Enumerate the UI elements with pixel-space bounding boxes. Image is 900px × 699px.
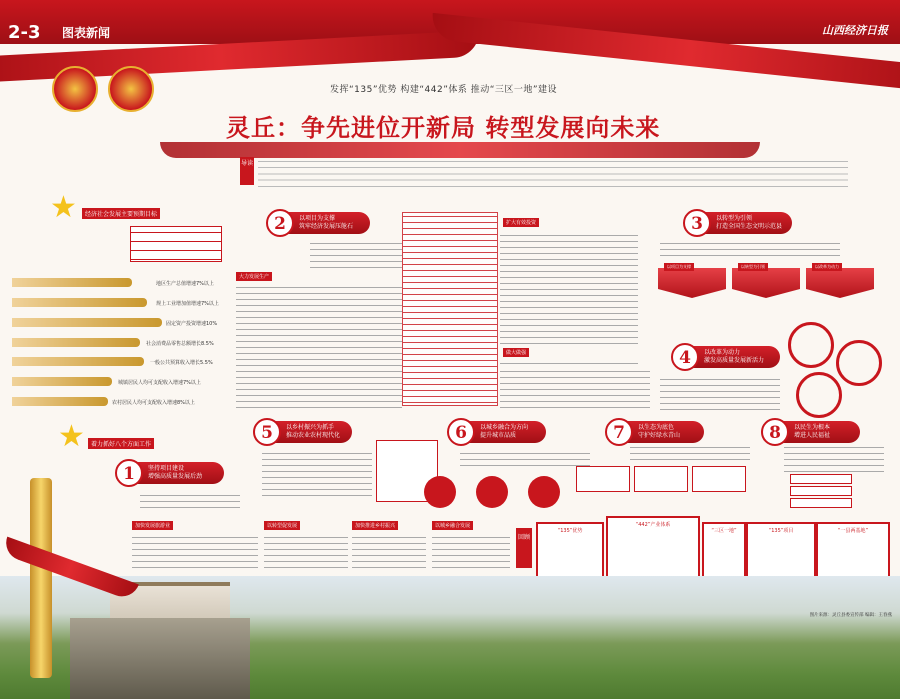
section-8-box-3 <box>790 498 852 508</box>
bottom-text-2 <box>264 534 348 572</box>
section-tag-3: 做大做强 <box>503 348 529 357</box>
platform-3 <box>806 268 874 298</box>
star-icon-2: ★ <box>58 419 85 454</box>
ribbon-under-title <box>160 142 760 158</box>
goal-item-6: 城镇居民人均可支配收入增速7%以上 <box>118 380 201 386</box>
column-monument-icon <box>30 478 52 678</box>
section-4-title-1: 以改革为动力 <box>704 349 741 356</box>
goal-bar-1 <box>12 278 132 287</box>
section-2-title-1: 以项目为支撑 <box>299 215 336 222</box>
review-tag: 回顾 <box>516 528 532 568</box>
bottom-tag-3: 加快推进乡村振兴 <box>352 521 398 530</box>
section-5-number: 5 <box>253 418 281 446</box>
ring-3 <box>796 372 842 418</box>
bottom-text-3 <box>352 534 426 572</box>
goal-item-4: 社会消费品零售总额增长8.5% <box>146 341 214 347</box>
section-8-box-1 <box>790 474 852 484</box>
goals-heading: 经济社会发展主要预期目标 <box>82 208 160 219</box>
ring-1 <box>788 322 834 368</box>
section-2-title-2: 筑牢经济发展压舱石 <box>299 223 354 230</box>
review-card-3-title: “三区一地” <box>711 528 737 534</box>
side-label-2: 以转型为引领 <box>738 263 768 271</box>
section-7-title-2: 守护好绿水青山 <box>638 432 681 439</box>
goal-item-5: 一般公共预算收入增长5.5% <box>150 360 213 366</box>
page-subtitle: 发挥“135”优势 构建“442”体系 推动“三区一地”建设 <box>330 85 558 95</box>
section-1-title-2: 增强高质量发展后劲 <box>148 473 203 480</box>
goal-bar-6 <box>12 377 112 386</box>
statues-photo <box>70 618 250 699</box>
photo-credits: 图片来源：灵丘县委宣传部 编辑：王春燕 <box>809 613 892 618</box>
section-6-title-1: 以城乡融合为方向 <box>480 424 529 431</box>
section-5-text <box>262 450 372 498</box>
section-8-box-2 <box>790 486 852 496</box>
section-6-number: 6 <box>447 418 475 446</box>
goal-bar-4 <box>12 338 140 347</box>
section-7-box-2 <box>634 466 688 492</box>
goals-note <box>130 226 222 262</box>
side-label-3: 以改革为动力 <box>812 263 842 271</box>
review-card-4-title: “135”项目 <box>768 528 794 534</box>
bottom-tag-1: 加快发展旅游业 <box>132 521 173 530</box>
section-7-box-3 <box>692 466 746 492</box>
section-3-title-1: 以转型为引领 <box>716 215 753 222</box>
goal-item-3: 固定资产投资增速10% <box>166 321 218 327</box>
section-8-title-1: 以民生为根本 <box>794 424 831 431</box>
section-3-text <box>660 240 840 260</box>
bottom-text-1 <box>132 534 258 572</box>
goal-bar-7 <box>12 397 108 406</box>
section-1-number: 1 <box>115 459 143 487</box>
section-name: 图表新闻 <box>62 26 111 40</box>
section-3-title-2: 打造全国生态文明示范县 <box>716 223 783 230</box>
circle-3 <box>528 476 560 508</box>
cppcc-emblem-icon <box>108 66 154 112</box>
section-1-title-1: 坚持项目建设 <box>148 465 185 472</box>
section-4-text <box>660 376 780 412</box>
intro-tag: 导读 <box>240 157 254 185</box>
circle-1 <box>424 476 456 508</box>
goal-bar-3 <box>12 318 162 327</box>
section-8-title-2: 增进人民福祉 <box>794 432 831 439</box>
section-3-number: 3 <box>683 209 711 237</box>
section-8-text <box>784 444 884 474</box>
section-7-number: 7 <box>605 418 633 446</box>
star-icon: ★ <box>50 190 77 225</box>
page-number: 2-3 <box>8 22 41 43</box>
section-6-title-2: 提升城市品质 <box>480 432 517 439</box>
review-card-1-title: “135”优势 <box>557 528 583 534</box>
goal-item-2: 规上工业增加值增速7%以上 <box>156 301 219 307</box>
intro-text-block <box>258 158 848 188</box>
section-1-text <box>140 492 240 512</box>
goal-item-1: 地区生产总值增速7%以上 <box>156 281 214 287</box>
section-7-box-1 <box>576 466 630 492</box>
section-5-title-2: 推动农业农村现代化 <box>286 432 341 439</box>
section-2-text <box>310 240 402 270</box>
column-left-text <box>236 284 402 408</box>
section-8-number: 8 <box>761 418 789 446</box>
platform-2 <box>732 268 800 298</box>
section-2-number: 2 <box>266 209 294 237</box>
section-tag-1: 大力发展生产 <box>236 272 272 281</box>
paper-name: 山西经济日报 <box>822 24 888 37</box>
ring-2 <box>836 340 882 386</box>
goal-bar-5 <box>12 357 144 366</box>
platform-1 <box>658 268 726 298</box>
middle-lower-text <box>500 368 650 408</box>
side-label-1: 以项目为支撑 <box>664 263 694 271</box>
page-title: 灵丘：争先进位开新局 转型发展向未来 <box>226 114 661 142</box>
section-tag-2: 扩大有效投资 <box>503 218 539 227</box>
bottom-tag-4: 以城乡融合发展 <box>432 521 473 530</box>
review-card-5-title: “一县两基地” <box>837 528 869 534</box>
section-7-text <box>630 444 750 464</box>
column-right-text <box>500 232 638 348</box>
section-4-number: 4 <box>671 343 699 371</box>
column-middle-text <box>402 212 498 406</box>
section-4-title-2: 激发高质量发展新活力 <box>704 357 765 364</box>
bottom-tag-2: 以转型促发展 <box>264 521 300 530</box>
section-7-title-1: 以生态为底色 <box>638 424 675 431</box>
section-5-title-1: 以乡村振兴为抓手 <box>286 424 335 431</box>
review-card-2-title: “442”产业体系 <box>635 522 671 528</box>
goal-item-7: 农村居民人均可支配收入增速8%以上 <box>112 400 195 406</box>
goal-bar-2 <box>12 298 147 307</box>
bottom-text-4 <box>432 534 510 572</box>
eight-work-heading: 着力抓好八个方面工作 <box>88 438 154 449</box>
circle-2 <box>476 476 508 508</box>
section-6-text <box>460 450 590 470</box>
national-emblem-icon <box>52 66 98 112</box>
